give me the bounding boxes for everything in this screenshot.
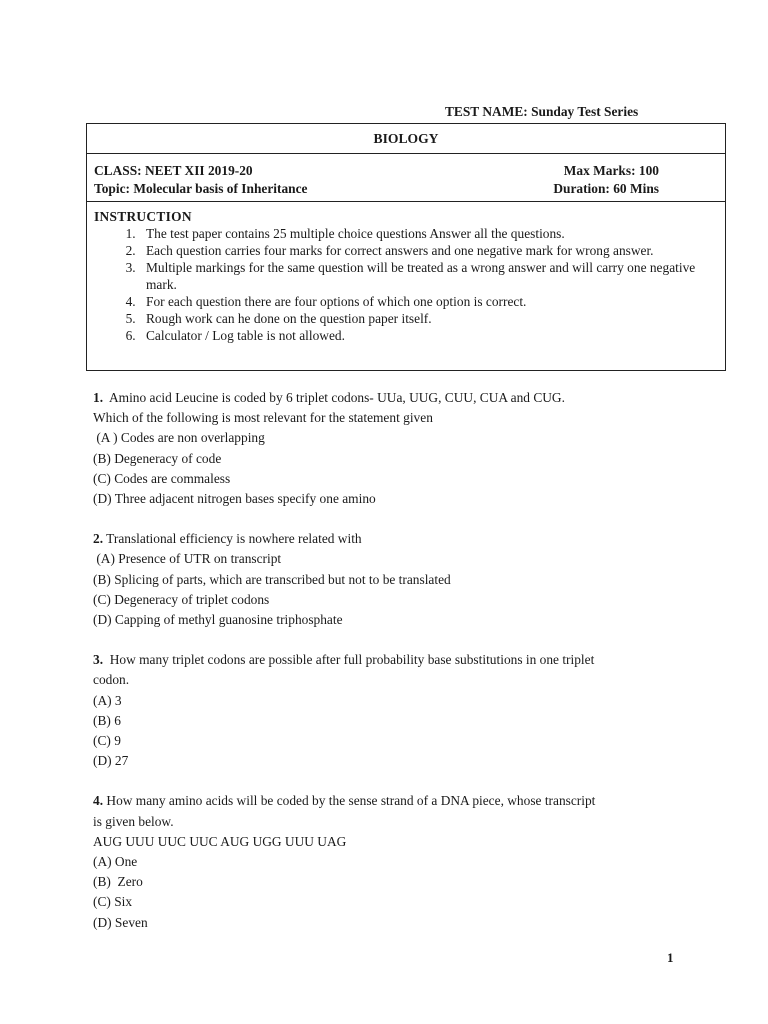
option-c: (C) Six xyxy=(93,894,133,910)
instructions-heading: INSTRUCTION xyxy=(94,209,192,224)
question-number: 1. xyxy=(93,390,104,405)
duration-label: Duration: 60 Mins xyxy=(553,181,659,196)
question-stem-continued: codon. xyxy=(93,672,130,688)
meta-section xyxy=(87,154,725,202)
instruction-item: 5. Rough work can he done on the question paper itself. xyxy=(139,310,725,327)
option-d: (D) Capping of methyl guanosine triphosphate xyxy=(93,612,343,628)
option-d: (D) 27 xyxy=(93,753,129,769)
instruction-item: 1. The test paper contains 25 multiple choice questions Answer all the questions. xyxy=(139,225,725,242)
question-number: 2. xyxy=(93,531,104,547)
option-d: (D) Seven xyxy=(93,914,148,930)
question-stem: Amino acid Leucine is coded by 6 triplet codons- UUa, UUG, CUU, CUA and CUG. xyxy=(103,390,565,405)
option-c: (C) Codes are commaless xyxy=(93,470,231,486)
question-stem: Translational efficiency is nowhere related with xyxy=(103,531,362,547)
page-number: 1 xyxy=(667,950,674,965)
option-b: (B) Degeneracy of code xyxy=(93,450,222,466)
option-a: (A ) Codes are non overlapping xyxy=(93,430,265,446)
option-a: (A) Presence of UTR on transcript xyxy=(93,551,282,567)
question-number: 4. xyxy=(93,793,104,809)
question-stem-continued: is given below. xyxy=(93,813,174,829)
option-c: (C) Degeneracy of triplet codons xyxy=(93,591,270,607)
subject-title: BIOLOGY xyxy=(87,124,725,154)
question-stem-continued: Which of the following is most relevant for the statement given xyxy=(93,410,433,426)
questions-section xyxy=(93,388,693,953)
option-b: (B) Zero xyxy=(93,874,143,890)
instruction-item: 6. Calculator / Log table is not allowed. xyxy=(139,327,725,344)
header-box xyxy=(86,123,726,371)
question-stem: How many amino acids will be coded by the sense strand of a DNA piece, whose transcript xyxy=(103,793,596,809)
option-b: (B) 6 xyxy=(93,712,121,728)
codon-sequence: AUG UUU UUC UUC AUG UGG UUU UAG xyxy=(93,833,347,849)
instruction-item: 4. For each question there are four options of which one option is correct. xyxy=(139,293,725,310)
option-b: (B) Splicing of parts, which are transcribed but not to be translated xyxy=(93,571,451,587)
question-4 xyxy=(93,791,693,932)
option-c: (C) 9 xyxy=(93,733,121,749)
instruction-item: 3. Multiple markings for the same question will be treated as a wrong answer and will carry one negative mark. xyxy=(139,259,725,293)
test-name: TEST NAME: Sunday Test Series xyxy=(445,104,639,119)
option-a: (A) One xyxy=(93,854,138,870)
topic-label: Topic: Molecular basis of Inheritance xyxy=(94,181,308,196)
instructions-section xyxy=(87,202,725,344)
question-1 xyxy=(93,388,693,509)
question-number: 3. xyxy=(93,652,104,668)
max-marks-label: Max Marks: 100 xyxy=(563,163,659,178)
option-d: (D) Three adjacent nitrogen bases specify one amino xyxy=(93,491,376,507)
question-2 xyxy=(93,529,693,630)
instructions-list xyxy=(94,225,725,344)
instruction-item: 2. Each question carries four marks for correct answers and one negative mark for wrong answer. xyxy=(139,242,725,259)
option-a: (A) 3 xyxy=(93,692,122,708)
class-label: CLASS: NEET XII 2019-20 xyxy=(94,163,253,178)
question-3 xyxy=(93,650,693,771)
question-stem: How many triplet codons are possible after full probability base substitutions in one triplet xyxy=(103,652,595,668)
